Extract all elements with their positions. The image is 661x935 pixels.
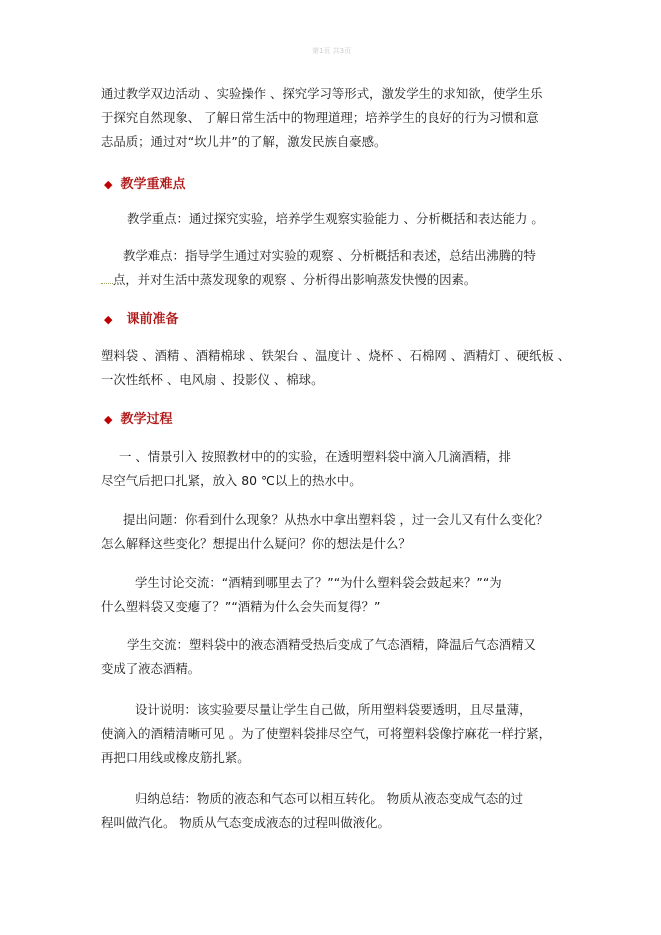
section-heading-process	[104, 410, 172, 430]
prep-line: 塑料袋 、酒精 、酒精棉球 、铁架台 、温度计 、烧杯 、石棉网 、酒精灯 、硬纸板 、	[101, 348, 571, 363]
key-point-paragraph	[101, 207, 581, 231]
diamond-bullet-icon: ◆	[104, 178, 113, 191]
diamond-bullet-icon: ◆	[104, 413, 113, 426]
hard-point-line: 点，并对生活中蒸发现象的观察 、分析得出影响蒸发快慢的因素。	[101, 268, 581, 292]
prep-paragraph	[101, 344, 581, 392]
heading-label: 课前准备	[126, 312, 179, 327]
intro-line: 于探究自然现象、 了解日常生活中的物理道理；培养学生的良好的行为习惯和意	[101, 110, 539, 125]
scene-intro-paragraph	[101, 445, 581, 493]
intro-paragraph	[101, 82, 581, 154]
summary-line: 程叫做汽化。 物质从气态变成液态的过程叫做液化。	[101, 815, 390, 830]
question-line: 提出问题：你看到什么现象？从热水中拿出塑料袋 ，过一会儿又有什么变化？	[123, 512, 549, 527]
design-note-line: 使滴入的酒精清晰可见 。为了使塑料袋排尽空气，可将塑料袋像拧麻花一样拧紧，	[101, 726, 552, 741]
exchange-paragraph	[101, 633, 581, 681]
exchange-line: 学生交流：塑料袋中的液态酒精受热后变成了气态酒精，降温后气态酒精又	[127, 637, 536, 652]
section-heading-difficulty	[104, 175, 185, 195]
discussion-line: 什么塑料袋又变瘪了？”“酒精为什么会失而复得？”	[101, 599, 381, 614]
question-paragraph	[101, 508, 581, 556]
exchange-line: 变成了液态酒精。	[101, 661, 201, 676]
discussion-line: 学生讨论交流：“酒精到哪里去了？”“为什么塑料袋会鼓起来？”“为	[135, 575, 502, 590]
question-line: 怎么解释这些变化？想提出什么疑问？你的想法是什么？	[101, 536, 411, 551]
key-point-line: 教学重点：通过探究实验，培养学生观察实验能力 、分析概括和表达能力 。	[127, 211, 544, 226]
design-note-line: 设计说明：该实验要尽量让学生自己做，所用塑料袋要透明，且尽量薄，	[135, 702, 532, 717]
watermark-text: 第1页 共3页	[312, 47, 352, 55]
dotted-marker	[101, 273, 113, 284]
diamond-bullet-icon: ◆	[104, 313, 113, 326]
discussion-paragraph	[101, 571, 581, 619]
hard-point-paragraph	[101, 244, 581, 292]
summary-line: 归纳总结：物质的液态和气态可以相互转化。 物质从液态变成气态的过	[135, 791, 524, 806]
design-note-line: 再把口用线或橡皮筋扎紧。	[101, 750, 250, 765]
hard-point-line: 教学难点：指导学生通过对实验的观察 、分析概括和表述，总结出沸腾的特	[123, 248, 536, 263]
heading-label: 教学过程	[120, 412, 173, 427]
section-heading-prep	[104, 310, 178, 330]
intro-line: 志品质；通过对“坎儿井”的了解，激发民族自豪感。	[101, 134, 387, 149]
design-note-paragraph	[101, 698, 581, 770]
summary-paragraph	[101, 787, 581, 835]
prep-line: 一次性纸杯 、电风扇 、投影仪 、棉球。	[101, 372, 324, 387]
scene-intro-line: 尽空气后把口扎紧，放入 80 ℃以上的热水中。	[101, 473, 362, 488]
intro-line: 通过教学双边活动 、实验操作 、探究学习等形式，激发学生的求知欲，使学生乐	[101, 86, 543, 101]
heading-label: 教学重难点	[120, 177, 186, 192]
scene-intro-line: 一 、情景引入 按照教材中的的实验，在透明塑料袋中滴入几滴酒精，排	[119, 449, 511, 464]
